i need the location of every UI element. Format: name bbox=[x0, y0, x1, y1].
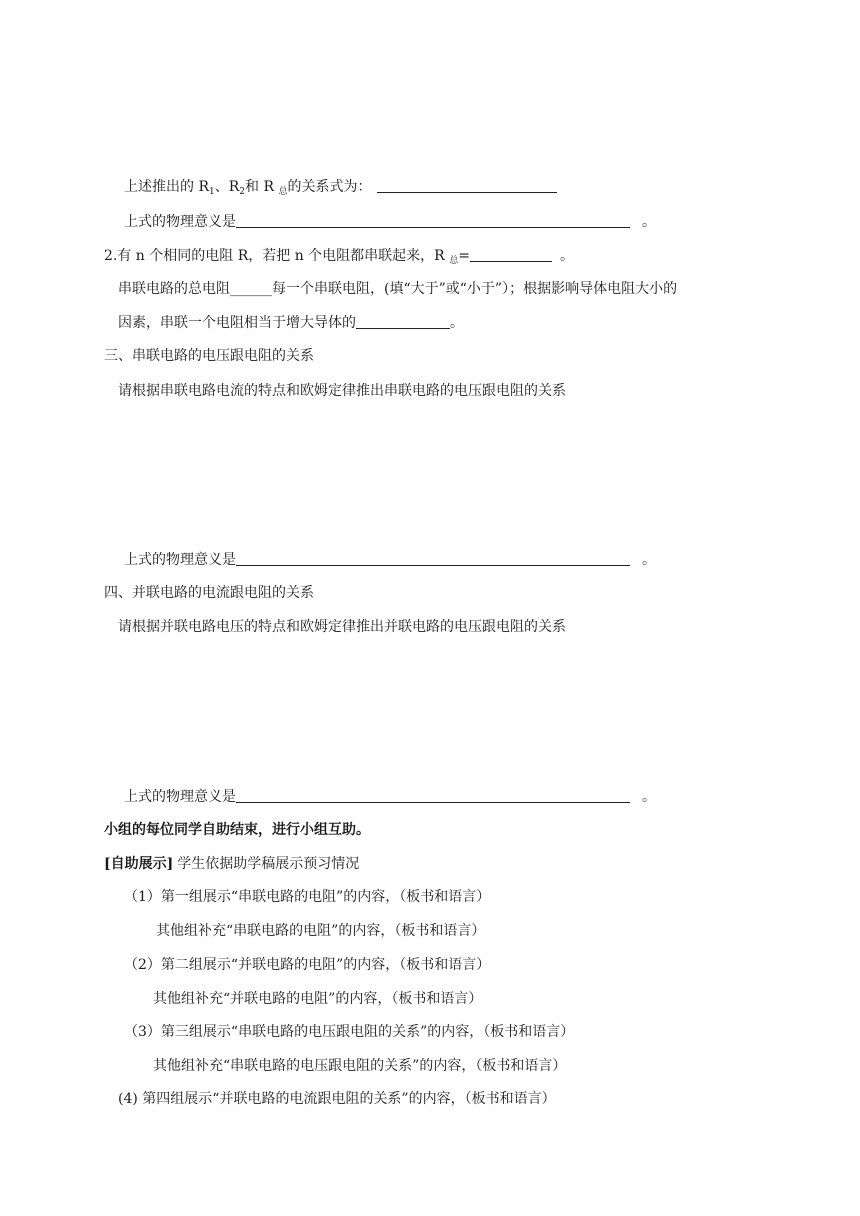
meaning-blank-2[interactable] bbox=[236, 550, 630, 566]
series-total-blank[interactable]: ______ bbox=[230, 281, 272, 297]
series-total-text-3: 因素，串联一个电阻相当于增大导体的 bbox=[118, 315, 356, 331]
period: 。 bbox=[450, 315, 464, 331]
relation-blank[interactable] bbox=[377, 177, 557, 193]
showcase-item-1-supplement: 其他组补充“串联电路的电阻”的内容，（板书和语言） bbox=[156, 923, 486, 939]
meaning-label: 上式的物理意义是 bbox=[124, 552, 236, 568]
meaning-blank-3[interactable] bbox=[236, 787, 630, 803]
showcase-item-3-supplement: 其他组补充“串联电路的电压跟电阻的关系”的内容，（板书和语言） bbox=[153, 1058, 567, 1074]
period: 。 bbox=[642, 552, 656, 568]
total-subscript: 总 bbox=[278, 187, 288, 197]
meaning-line-2 bbox=[124, 550, 656, 570]
relation-sep1: 、R bbox=[214, 179, 240, 195]
total-subscript: 总 bbox=[449, 256, 459, 266]
meaning-label: 上式的物理意义是 bbox=[124, 789, 236, 805]
relation-text-prefix: 上述推出的 R bbox=[124, 179, 209, 195]
relation-text-suffix: 的关系式为： bbox=[287, 179, 372, 195]
showcase-item-4: (4) 第四组展示“并联电路的电流跟电阻的关系”的内容，（板书和语言） bbox=[118, 1091, 556, 1107]
section-3-instruction: 请根据串联电路电流的特点和欧姆定律推出串联电路的电压跟电阻的关系 bbox=[118, 383, 566, 399]
period: 。 bbox=[642, 789, 656, 805]
showcase-item-3: （3）第三组展示“串联电路的电压跟电阻的关系”的内容，（板书和语言） bbox=[124, 1024, 575, 1040]
equals-sign: = bbox=[458, 248, 470, 264]
meaning-label: 上式的物理意义是 bbox=[124, 214, 236, 230]
item-2 bbox=[104, 246, 574, 271]
series-total-line-2 bbox=[118, 313, 464, 333]
showcase-text: 学生依据助学稿展示预习情况 bbox=[177, 856, 360, 872]
showcase-item-1: （1）第一组展示“串联电路的电阻”的内容，（板书和语言） bbox=[124, 889, 491, 905]
series-total-text-2: 每一个串联电阻，(填“大于”或“小于”）；根据影响导体电阻大小的 bbox=[272, 281, 678, 297]
meaning-line-3 bbox=[124, 787, 656, 807]
series-total-text-1: 串联电路的总电阻 bbox=[118, 281, 230, 297]
showcase-item-2: （2）第二组展示“并联电路的电阻”的内容，（板书和语言） bbox=[124, 957, 491, 973]
section-3-heading: 三、串联电路的电压跟电阻的关系 bbox=[104, 348, 314, 364]
relation-sep2: 和 R bbox=[245, 179, 279, 195]
meaning-line-1 bbox=[124, 212, 656, 232]
series-total-line-1 bbox=[118, 279, 677, 299]
showcase-label: [自助展示] bbox=[104, 856, 174, 872]
period: 。 bbox=[642, 214, 656, 230]
r1-subscript: 1 bbox=[209, 187, 215, 197]
group-note: 小组的每位同学自助结束，进行小组互助。 bbox=[104, 822, 370, 838]
relation-sentence bbox=[124, 177, 557, 202]
series-total-blank-2[interactable] bbox=[356, 313, 450, 329]
r2-subscript: 2 bbox=[239, 187, 246, 197]
meaning-blank-1[interactable] bbox=[236, 212, 630, 228]
section-4-instruction: 请根据并联电路电压的特点和欧姆定律推出并联电路的电压跟电阻的关系 bbox=[118, 619, 566, 635]
section-4-heading: 四、并联电路的电流跟电阻的关系 bbox=[104, 585, 314, 601]
showcase-heading bbox=[104, 854, 359, 874]
item-2-blank[interactable] bbox=[470, 246, 552, 262]
showcase-item-2-supplement: 其他组补充“并联电路的电阻”的内容，（板书和语言） bbox=[153, 991, 483, 1007]
period: 。 bbox=[559, 248, 574, 264]
item-2-text: 2.有 n 个相同的电阻 R，若把 n 个电阻都串联起来，R bbox=[104, 248, 450, 264]
